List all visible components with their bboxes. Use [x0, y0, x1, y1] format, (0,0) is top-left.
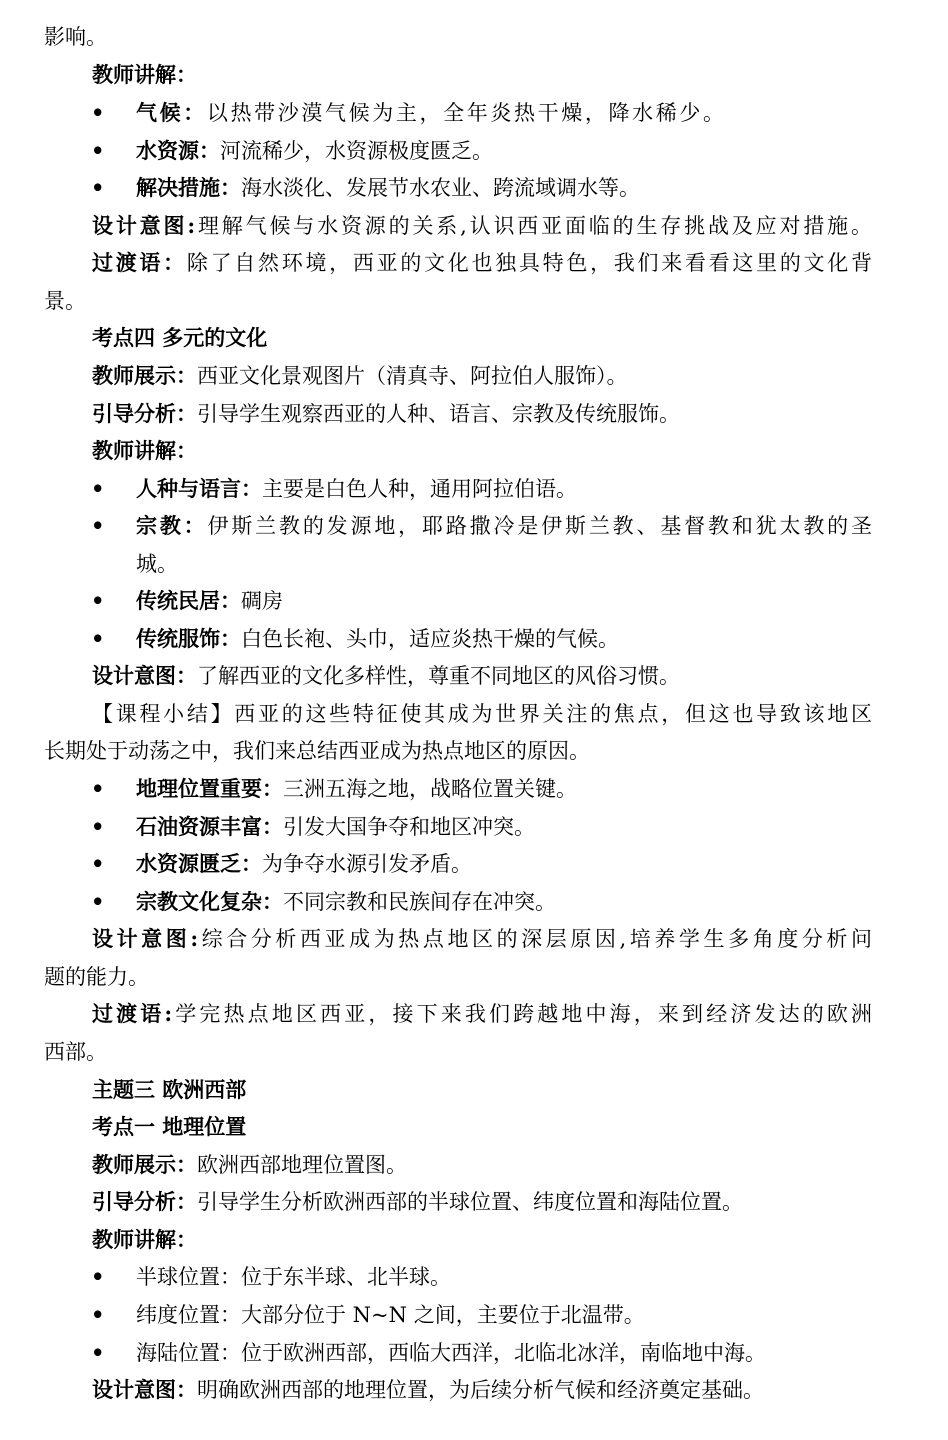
bold-label: 教师展示：	[92, 363, 197, 388]
text-line	[92, 323, 267, 353]
bullet-icon: •	[91, 1302, 105, 1327]
body-text: 海水淡化、发展节水农业、跨流域调水等。	[241, 176, 640, 200]
body-text: 理解气候与水资源的关系,认识西亚面临的生存挑战及应对措施。	[197, 214, 875, 238]
bold-label: 地理位置重要：	[136, 776, 283, 801]
bullet-icon: •	[91, 138, 105, 163]
body-text: 主要是白色人种，通用阿拉伯语。	[262, 477, 577, 501]
bullet-icon: •	[91, 513, 105, 538]
bold-label: 教师展示：	[92, 1152, 197, 1177]
body-text: 长期处于动荡之中，我们来总结西亚成为热点地区的原因。	[44, 739, 590, 763]
text-line	[92, 399, 680, 429]
text-line	[92, 1150, 407, 1180]
body-text: 河流稀少，水资源极度匮乏。	[220, 139, 493, 163]
bold-label: 宗教文化复杂：	[136, 889, 283, 914]
body-text: 题的能力。	[44, 965, 149, 989]
bold-label: 设计意图:	[92, 213, 198, 238]
bold-label: 传统民居：	[136, 588, 241, 613]
bold-label: 主题三 欧洲西部	[92, 1077, 247, 1102]
text-line	[92, 1375, 764, 1405]
bold-label: 水资源匮乏：	[136, 851, 262, 876]
bold-label: 设计意图：	[92, 1377, 197, 1402]
bold-label: 石油资源丰富：	[136, 814, 283, 839]
bold-label: 解决措施：	[136, 175, 241, 200]
bold-label: 教师讲解：	[92, 1227, 197, 1252]
text-line	[44, 1037, 107, 1067]
text-line	[136, 1262, 451, 1292]
text-line	[136, 136, 493, 166]
body-text: 欧洲西部地理位置图。	[197, 1153, 407, 1177]
body-text: 引导学生观察西亚的人种、语言、宗教及传统服饰。	[197, 402, 680, 426]
bold-label: 过渡语：	[92, 250, 187, 275]
bold-label: 过渡语:	[92, 1001, 176, 1026]
text-line	[136, 98, 727, 128]
text-line	[92, 1187, 743, 1217]
bold-label: 教师讲解：	[92, 62, 197, 87]
body-text: 引发大国争夺和地区冲突。	[283, 815, 535, 839]
text-line	[92, 1075, 246, 1105]
text-line	[136, 849, 472, 879]
bullet-icon: •	[91, 588, 105, 613]
bullet-icon: •	[91, 476, 105, 501]
body-text: 城。	[136, 552, 178, 576]
body-text: 学完热点地区西亚，接下来我们跨越地中海，来到经济发达的欧洲	[175, 1002, 876, 1026]
text-line	[136, 474, 577, 504]
bullet-icon: •	[91, 175, 105, 200]
bullet-icon: •	[91, 814, 105, 839]
bold-label: 人种与语言：	[136, 476, 262, 501]
text-line	[92, 436, 197, 466]
text-line	[44, 22, 107, 52]
bold-label: 引导分析：	[92, 401, 197, 426]
bold-label: 水资源：	[136, 138, 220, 163]
text-line	[136, 511, 875, 541]
body-text: 影响。	[44, 25, 107, 49]
bold-label: 考点一 地理位置	[92, 1114, 247, 1139]
bullet-icon: •	[91, 776, 105, 801]
text-line	[92, 1112, 246, 1142]
text-line	[92, 361, 628, 391]
text-line	[136, 887, 556, 917]
text-line	[92, 699, 875, 729]
text-line	[92, 661, 680, 691]
text-line	[92, 211, 875, 241]
text-line	[136, 173, 640, 203]
text-line	[136, 774, 577, 804]
text-line	[136, 1338, 766, 1368]
body-text: 明确欧洲西部的地理位置，为后续分析气候和经济奠定基础。	[197, 1378, 764, 1402]
body-text: 不同宗教和民族间存在冲突。	[283, 890, 556, 914]
text-line	[44, 736, 590, 766]
text-line	[136, 1300, 645, 1330]
bold-label: 宗教：	[136, 513, 208, 538]
bullet-icon: •	[91, 1264, 105, 1289]
text-line	[136, 586, 283, 616]
bold-label: 气候：	[136, 100, 207, 125]
body-text: 综合分析西亚成为热点地区的深层原因,培养学生多角度分析问	[201, 927, 876, 951]
body-text: 纬度位置：大部分位于 N~N 之间，主要位于北温带。	[136, 1303, 645, 1327]
text-line	[136, 812, 535, 842]
bullet-icon: •	[91, 100, 105, 125]
body-text: 半球位置：位于东半球、北半球。	[136, 1265, 451, 1289]
body-text: 景。	[44, 289, 86, 313]
body-text: 伊斯兰教的发源地，耶路撒冷是伊斯兰教、基督教和犹太教的圣	[207, 514, 875, 538]
bullet-icon: •	[91, 1340, 105, 1365]
body-text: 除了自然环境，西亚的文化也独具特色，我们来看看这里的文化背	[186, 251, 875, 275]
bullet-icon: •	[91, 851, 105, 876]
bold-label: 考点四 多元的文化	[92, 325, 268, 350]
text-line	[44, 286, 86, 316]
body-text: 【课程小结】西亚的这些特征使其成为世界关注的焦点，但这也导致该地区	[92, 702, 875, 726]
body-text: 西部。	[44, 1040, 107, 1064]
body-text: 碉房	[241, 589, 283, 613]
text-line	[136, 624, 619, 654]
body-text: 为争夺水源引发矛盾。	[262, 852, 472, 876]
text-line	[44, 962, 149, 992]
bold-label: 设计意图:	[92, 926, 202, 951]
body-text: 西亚文化景观图片（清真寺、阿拉伯人服饰）。	[197, 364, 628, 388]
body-text: 引导学生分析欧洲西部的半球位置、纬度位置和海陆位置。	[197, 1190, 743, 1214]
text-line	[92, 924, 876, 954]
bold-label: 教师讲解：	[92, 438, 197, 463]
text-line	[136, 549, 178, 579]
bold-label: 引导分析：	[92, 1189, 197, 1214]
bullet-icon: •	[91, 626, 105, 651]
text-line	[92, 60, 197, 90]
text-line	[92, 999, 875, 1029]
bold-label: 传统服饰：	[136, 626, 241, 651]
bold-label: 设计意图：	[92, 663, 197, 688]
text-line	[92, 1225, 197, 1255]
bullet-icon: •	[91, 889, 105, 914]
body-text: 白色长袍、头巾，适应炎热干燥的气候。	[241, 627, 619, 651]
text-line	[92, 248, 875, 278]
body-text: 以热带沙漠气候为主，全年炎热干燥，降水稀少。	[206, 101, 727, 125]
body-text: 海陆位置：位于欧洲西部，西临大西洋，北临北冰洋，南临地中海。	[136, 1341, 766, 1365]
body-text: 了解西亚的文化多样性，尊重不同地区的风俗习惯。	[197, 664, 680, 688]
body-text: 三洲五海之地，战略位置关键。	[283, 777, 577, 801]
